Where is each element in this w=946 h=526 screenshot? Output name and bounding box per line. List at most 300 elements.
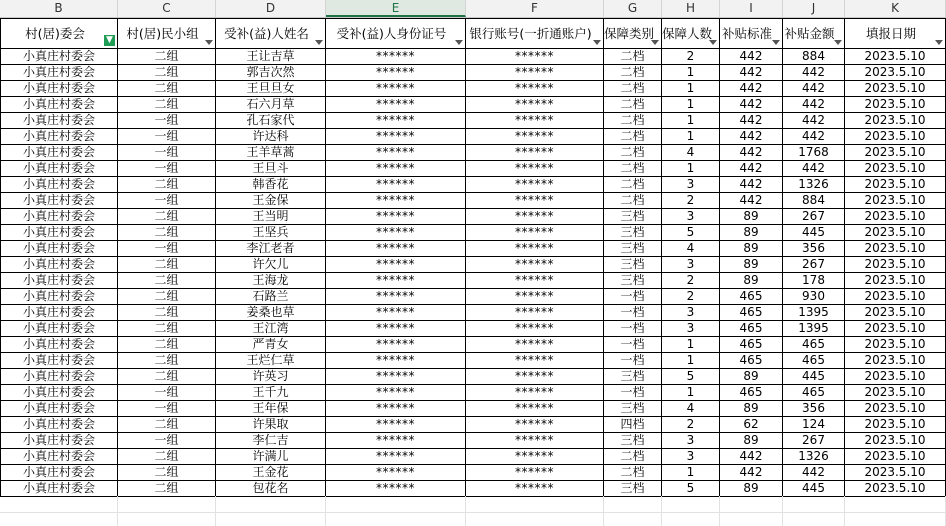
column-letter-i[interactable]: I [720,0,783,17]
table-cell[interactable]: 442 [783,129,845,145]
header-cell[interactable] [783,18,845,49]
header-cell[interactable] [466,18,604,49]
table-cell[interactable]: 465 [783,353,845,369]
table-cell[interactable]: 二组 [118,305,216,321]
table-cell[interactable]: 一档 [604,305,662,321]
table-cell[interactable]: 1326 [783,449,845,465]
table-cell[interactable]: 2023.5.10 [845,161,946,177]
filter-dropdown-icon[interactable] [834,40,842,45]
table-cell[interactable]: 一组 [118,161,216,177]
table-cell[interactable]: 二档 [604,449,662,465]
table-cell[interactable]: 2023.5.10 [845,305,946,321]
table-cell[interactable]: 442 [720,97,783,113]
table-cell[interactable]: 二组 [118,65,216,81]
table-cell[interactable]: 王旦斗 [216,161,326,177]
table-cell[interactable]: 442 [720,465,783,481]
filter-active-icon[interactable]: ▼ [104,35,115,46]
table-cell[interactable]: ****** [326,321,466,337]
table-cell[interactable]: 小真庄村委会 [0,433,118,449]
table-cell[interactable]: 小真庄村委会 [0,481,118,497]
table-cell[interactable]: ****** [326,465,466,481]
table-cell[interactable]: 465 [783,385,845,401]
table-cell[interactable]: 二档 [604,145,662,161]
table-cell[interactable]: 王当明 [216,209,326,225]
table-cell[interactable]: 2023.5.10 [845,257,946,273]
table-cell[interactable]: 2023.5.10 [845,273,946,289]
table-cell[interactable]: 2023.5.10 [845,465,946,481]
table-cell[interactable]: ****** [466,241,604,257]
table-cell[interactable]: 445 [783,369,845,385]
table-cell[interactable]: 2023.5.10 [845,337,946,353]
table-cell[interactable]: 178 [783,273,845,289]
table-cell[interactable]: ****** [466,129,604,145]
table-cell[interactable]: 930 [783,289,845,305]
table-cell[interactable]: 王坚兵 [216,225,326,241]
table-cell[interactable]: 442 [720,449,783,465]
table-cell[interactable]: ****** [326,97,466,113]
table-cell[interactable]: ****** [466,97,604,113]
filter-dropdown-icon[interactable] [455,40,463,45]
table-cell[interactable]: ****** [326,225,466,241]
table-cell[interactable]: 二组 [118,273,216,289]
table-cell[interactable]: 2023.5.10 [845,385,946,401]
table-cell[interactable]: 2023.5.10 [845,129,946,145]
table-cell[interactable]: 4 [662,145,720,161]
table-cell[interactable]: 小真庄村委会 [0,353,118,369]
table-cell[interactable]: 一档 [604,385,662,401]
table-cell[interactable]: 465 [720,385,783,401]
table-cell[interactable]: 一组 [118,145,216,161]
table-cell[interactable]: 二组 [118,449,216,465]
table-cell[interactable]: 89 [720,225,783,241]
table-cell[interactable]: 二档 [604,81,662,97]
table-cell[interactable]: 一组 [118,385,216,401]
table-cell[interactable]: 3 [662,305,720,321]
column-letter-c[interactable]: C [118,0,216,17]
table-cell[interactable]: ****** [466,321,604,337]
table-cell[interactable]: 89 [720,369,783,385]
table-cell[interactable]: 王海龙 [216,273,326,289]
table-cell[interactable]: ****** [466,449,604,465]
table-cell[interactable]: 267 [783,209,845,225]
table-cell[interactable]: 二组 [118,465,216,481]
table-cell[interactable]: 2023.5.10 [845,481,946,497]
table-cell[interactable]: 王羊草蒿 [216,145,326,161]
table-cell[interactable]: 李仁吉 [216,433,326,449]
table-cell[interactable]: 李江老者 [216,241,326,257]
table-cell[interactable]: 445 [783,225,845,241]
table-cell[interactable]: 442 [720,161,783,177]
table-cell[interactable]: 小真庄村委会 [0,49,118,65]
table-cell[interactable]: 465 [783,337,845,353]
table-cell[interactable]: 二档 [604,65,662,81]
table-cell[interactable]: 二档 [604,113,662,129]
table-cell[interactable]: 许满儿 [216,449,326,465]
table-cell[interactable]: 2023.5.10 [845,433,946,449]
filter-dropdown-icon[interactable] [935,40,943,45]
table-cell[interactable]: 小真庄村委会 [0,449,118,465]
table-cell[interactable]: ****** [466,417,604,433]
table-cell[interactable]: 二档 [604,465,662,481]
table-cell[interactable]: 小真庄村委会 [0,65,118,81]
table-cell[interactable]: ****** [466,273,604,289]
table-cell[interactable]: 1 [662,161,720,177]
table-cell[interactable]: 小真庄村委会 [0,273,118,289]
table-cell[interactable]: 2023.5.10 [845,113,946,129]
table-cell[interactable]: ****** [326,209,466,225]
table-cell[interactable]: 1 [662,353,720,369]
table-cell[interactable]: 石路兰 [216,289,326,305]
table-cell[interactable]: 三档 [604,241,662,257]
table-cell[interactable]: 3 [662,449,720,465]
table-cell[interactable]: 小真庄村委会 [0,129,118,145]
table-cell[interactable]: 89 [720,273,783,289]
table-cell[interactable]: 5 [662,481,720,497]
table-cell[interactable]: 许英习 [216,369,326,385]
table-cell[interactable]: 小真庄村委会 [0,321,118,337]
table-cell[interactable]: ****** [466,161,604,177]
filter-dropdown-icon[interactable] [205,40,213,45]
table-cell[interactable]: 4 [662,241,720,257]
table-cell[interactable]: 2 [662,273,720,289]
filter-dropdown-icon[interactable] [315,40,323,45]
table-cell[interactable]: 2023.5.10 [845,417,946,433]
table-cell[interactable]: 356 [783,401,845,417]
table-cell[interactable]: 一组 [118,401,216,417]
header-cell[interactable] [845,18,946,49]
table-cell[interactable]: ****** [326,177,466,193]
table-cell[interactable]: 62 [720,417,783,433]
table-cell[interactable]: 一组 [118,113,216,129]
table-cell[interactable]: 2023.5.10 [845,369,946,385]
table-cell[interactable]: 二组 [118,369,216,385]
table-cell[interactable]: 1 [662,465,720,481]
table-cell[interactable]: ****** [326,129,466,145]
table-cell[interactable]: 小真庄村委会 [0,113,118,129]
table-cell[interactable]: 小真庄村委会 [0,465,118,481]
table-cell[interactable]: ****** [326,417,466,433]
table-cell[interactable]: 442 [783,113,845,129]
table-cell[interactable]: 小真庄村委会 [0,81,118,97]
table-cell[interactable]: 442 [720,113,783,129]
table-cell[interactable]: 四档 [604,417,662,433]
table-cell[interactable]: 89 [720,481,783,497]
table-cell[interactable]: 王年保 [216,401,326,417]
table-cell[interactable]: 三档 [604,369,662,385]
table-cell[interactable]: ****** [466,257,604,273]
table-cell[interactable]: 二组 [118,225,216,241]
table-cell[interactable]: 王金保 [216,193,326,209]
table-cell[interactable]: 2023.5.10 [845,193,946,209]
table-cell[interactable]: ****** [466,113,604,129]
table-cell[interactable]: ****** [466,177,604,193]
table-cell[interactable]: 二档 [604,177,662,193]
table-cell[interactable]: 二组 [118,209,216,225]
filter-dropdown-icon[interactable] [651,40,659,45]
table-cell[interactable]: 许欠儿 [216,257,326,273]
table-cell[interactable]: 孔石家代 [216,113,326,129]
table-cell[interactable]: 1 [662,97,720,113]
table-cell[interactable]: 5 [662,225,720,241]
table-cell[interactable]: 二组 [118,321,216,337]
table-cell[interactable]: 小真庄村委会 [0,305,118,321]
column-letter-h[interactable]: H [662,0,720,17]
table-cell[interactable]: 465 [720,321,783,337]
table-cell[interactable]: 2023.5.10 [845,209,946,225]
table-cell[interactable]: 1 [662,113,720,129]
table-cell[interactable]: 442 [783,97,845,113]
table-cell[interactable]: 小真庄村委会 [0,209,118,225]
table-cell[interactable]: 2023.5.10 [845,289,946,305]
table-cell[interactable]: 严青女 [216,337,326,353]
table-cell[interactable]: 442 [783,65,845,81]
table-cell[interactable]: 442 [783,81,845,97]
table-cell[interactable]: 二组 [118,257,216,273]
table-cell[interactable]: 2023.5.10 [845,65,946,81]
table-cell[interactable]: 2023.5.10 [845,81,946,97]
table-cell[interactable]: ****** [466,369,604,385]
table-cell[interactable]: 442 [720,65,783,81]
table-cell[interactable]: 1395 [783,321,845,337]
table-cell[interactable]: 一组 [118,193,216,209]
table-cell[interactable]: 三档 [604,273,662,289]
table-cell[interactable]: 小真庄村委会 [0,257,118,273]
table-cell[interactable]: 884 [783,193,845,209]
table-cell[interactable]: ****** [326,193,466,209]
table-cell[interactable]: ****** [326,257,466,273]
filter-dropdown-icon[interactable] [772,40,780,45]
table-cell[interactable]: 442 [783,161,845,177]
table-cell[interactable]: 二组 [118,97,216,113]
table-cell[interactable]: ****** [466,193,604,209]
table-cell[interactable]: 二档 [604,97,662,113]
table-cell[interactable]: 3 [662,433,720,449]
table-cell[interactable]: 442 [783,465,845,481]
table-cell[interactable]: 二组 [118,417,216,433]
table-cell[interactable]: 二组 [118,81,216,97]
table-cell[interactable]: 郭吉次然 [216,65,326,81]
table-cell[interactable]: ****** [466,433,604,449]
table-cell[interactable]: 二组 [118,177,216,193]
table-cell[interactable]: ****** [466,353,604,369]
table-cell[interactable]: 许果取 [216,417,326,433]
table-cell[interactable]: 884 [783,49,845,65]
table-cell[interactable]: 442 [720,145,783,161]
table-cell[interactable]: 三档 [604,225,662,241]
table-cell[interactable]: 小真庄村委会 [0,161,118,177]
table-cell[interactable]: 442 [720,81,783,97]
table-cell[interactable]: ****** [326,305,466,321]
table-cell[interactable]: ****** [326,353,466,369]
table-cell[interactable]: 465 [720,353,783,369]
table-cell[interactable]: 一档 [604,337,662,353]
table-cell[interactable]: 二组 [118,481,216,497]
table-cell[interactable]: 89 [720,241,783,257]
table-cell[interactable]: 2 [662,193,720,209]
table-cell[interactable]: 王金花 [216,465,326,481]
table-cell[interactable]: 一档 [604,353,662,369]
table-cell[interactable]: ****** [466,209,604,225]
table-cell[interactable]: ****** [326,289,466,305]
header-cell[interactable] [216,18,326,49]
table-cell[interactable]: 二组 [118,289,216,305]
table-cell[interactable]: 二档 [604,129,662,145]
table-cell[interactable]: 442 [720,193,783,209]
table-cell[interactable]: ****** [466,81,604,97]
header-cell[interactable] [118,18,216,49]
column-letter-j[interactable]: J [783,0,845,17]
column-letter-b[interactable]: B [0,0,118,17]
table-cell[interactable]: ****** [326,449,466,465]
table-cell[interactable]: ****** [326,385,466,401]
table-cell[interactable]: 小真庄村委会 [0,97,118,113]
table-cell[interactable]: 一档 [604,321,662,337]
table-cell[interactable]: ****** [466,145,604,161]
table-cell[interactable]: ****** [466,337,604,353]
table-cell[interactable]: 小真庄村委会 [0,401,118,417]
table-cell[interactable]: ****** [466,65,604,81]
column-letter-k[interactable]: K [845,0,946,17]
table-cell[interactable]: 一组 [118,241,216,257]
table-cell[interactable]: 2023.5.10 [845,177,946,193]
table-cell[interactable]: 3 [662,257,720,273]
table-cell[interactable]: 王江湾 [216,321,326,337]
table-cell[interactable]: ****** [326,337,466,353]
table-cell[interactable]: ****** [466,49,604,65]
table-cell[interactable]: 1326 [783,177,845,193]
table-cell[interactable]: 442 [720,129,783,145]
table-cell[interactable]: 442 [720,177,783,193]
table-cell[interactable]: 小真庄村委会 [0,369,118,385]
table-cell[interactable]: 二组 [118,337,216,353]
table-cell[interactable]: 一组 [118,433,216,449]
table-cell[interactable]: 韩香花 [216,177,326,193]
table-cell[interactable]: 1768 [783,145,845,161]
table-cell[interactable]: 1 [662,81,720,97]
table-cell[interactable]: 89 [720,257,783,273]
table-cell[interactable]: 包花名 [216,481,326,497]
table-cell[interactable]: 3 [662,321,720,337]
table-cell[interactable]: 1 [662,385,720,401]
table-cell[interactable]: 石六月草 [216,97,326,113]
table-cell[interactable]: 三档 [604,209,662,225]
table-cell[interactable]: 王千九 [216,385,326,401]
table-cell[interactable]: 一档 [604,289,662,305]
table-cell[interactable]: 1 [662,65,720,81]
table-cell[interactable]: 小真庄村委会 [0,177,118,193]
table-cell[interactable]: ****** [466,385,604,401]
table-cell[interactable]: ****** [326,369,466,385]
table-cell[interactable]: 465 [720,289,783,305]
table-cell[interactable]: 王烂仁草 [216,353,326,369]
table-cell[interactable]: 2023.5.10 [845,241,946,257]
table-cell[interactable]: 二档 [604,49,662,65]
table-cell[interactable]: 姜桑也草 [216,305,326,321]
table-cell[interactable]: ****** [326,241,466,257]
table-cell[interactable]: 2023.5.10 [845,97,946,113]
table-cell[interactable]: 小真庄村委会 [0,145,118,161]
table-cell[interactable]: ****** [466,465,604,481]
table-cell[interactable]: 小真庄村委会 [0,241,118,257]
table-cell[interactable]: 小真庄村委会 [0,225,118,241]
table-cell[interactable]: 2023.5.10 [845,49,946,65]
table-cell[interactable]: ****** [326,273,466,289]
header-cell[interactable] [326,18,466,49]
table-cell[interactable]: ****** [326,481,466,497]
table-cell[interactable]: 356 [783,241,845,257]
table-cell[interactable]: 三档 [604,401,662,417]
table-cell[interactable]: 267 [783,433,845,449]
table-cell[interactable]: ****** [466,481,604,497]
table-cell[interactable]: 王让吉草 [216,49,326,65]
column-letter-d[interactable]: D [216,0,326,17]
table-cell[interactable]: 4 [662,401,720,417]
table-cell[interactable]: 2023.5.10 [845,321,946,337]
table-cell[interactable]: 二组 [118,49,216,65]
table-cell[interactable]: 小真庄村委会 [0,337,118,353]
table-cell[interactable]: ****** [326,161,466,177]
table-cell[interactable]: 三档 [604,257,662,273]
table-cell[interactable]: 王旦旦女 [216,81,326,97]
header-cell[interactable] [0,18,118,49]
table-cell[interactable]: 465 [720,305,783,321]
header-cell[interactable] [604,18,662,49]
table-cell[interactable]: 2023.5.10 [845,225,946,241]
table-cell[interactable]: 442 [720,49,783,65]
table-cell[interactable]: 小真庄村委会 [0,289,118,305]
table-cell[interactable]: 3 [662,209,720,225]
table-cell[interactable]: 89 [720,401,783,417]
table-cell[interactable]: 267 [783,257,845,273]
table-cell[interactable]: 小真庄村委会 [0,417,118,433]
table-cell[interactable]: 1 [662,129,720,145]
table-cell[interactable]: 二组 [118,353,216,369]
table-cell[interactable]: 三档 [604,433,662,449]
table-cell[interactable]: 2023.5.10 [845,401,946,417]
table-cell[interactable]: 89 [720,433,783,449]
table-cell[interactable]: 三档 [604,481,662,497]
table-cell[interactable]: 2023.5.10 [845,353,946,369]
column-letter-e[interactable]: E [326,0,466,17]
table-cell[interactable]: 445 [783,481,845,497]
table-cell[interactable]: 小真庄村委会 [0,193,118,209]
table-cell[interactable]: 124 [783,417,845,433]
table-cell[interactable]: 2 [662,417,720,433]
filter-dropdown-icon[interactable] [709,40,717,45]
table-cell[interactable]: ****** [326,49,466,65]
table-cell[interactable]: ****** [326,81,466,97]
table-cell[interactable]: 许达科 [216,129,326,145]
table-cell[interactable]: 5 [662,369,720,385]
table-cell[interactable]: 465 [720,337,783,353]
column-letter-f[interactable]: F [466,0,604,17]
table-cell[interactable]: 一组 [118,129,216,145]
table-cell[interactable]: 2 [662,49,720,65]
table-cell[interactable]: ****** [326,433,466,449]
table-cell[interactable]: 1395 [783,305,845,321]
table-cell[interactable]: 2 [662,289,720,305]
table-cell[interactable]: 1 [662,337,720,353]
table-cell[interactable]: 二档 [604,193,662,209]
column-letter-g[interactable]: G [604,0,662,17]
header-cell[interactable] [720,18,783,49]
table-cell[interactable]: ****** [326,145,466,161]
table-cell[interactable]: ****** [326,113,466,129]
table-cell[interactable]: ****** [466,225,604,241]
table-cell[interactable]: ****** [466,289,604,305]
table-cell[interactable]: ****** [326,401,466,417]
table-cell[interactable]: 二档 [604,161,662,177]
